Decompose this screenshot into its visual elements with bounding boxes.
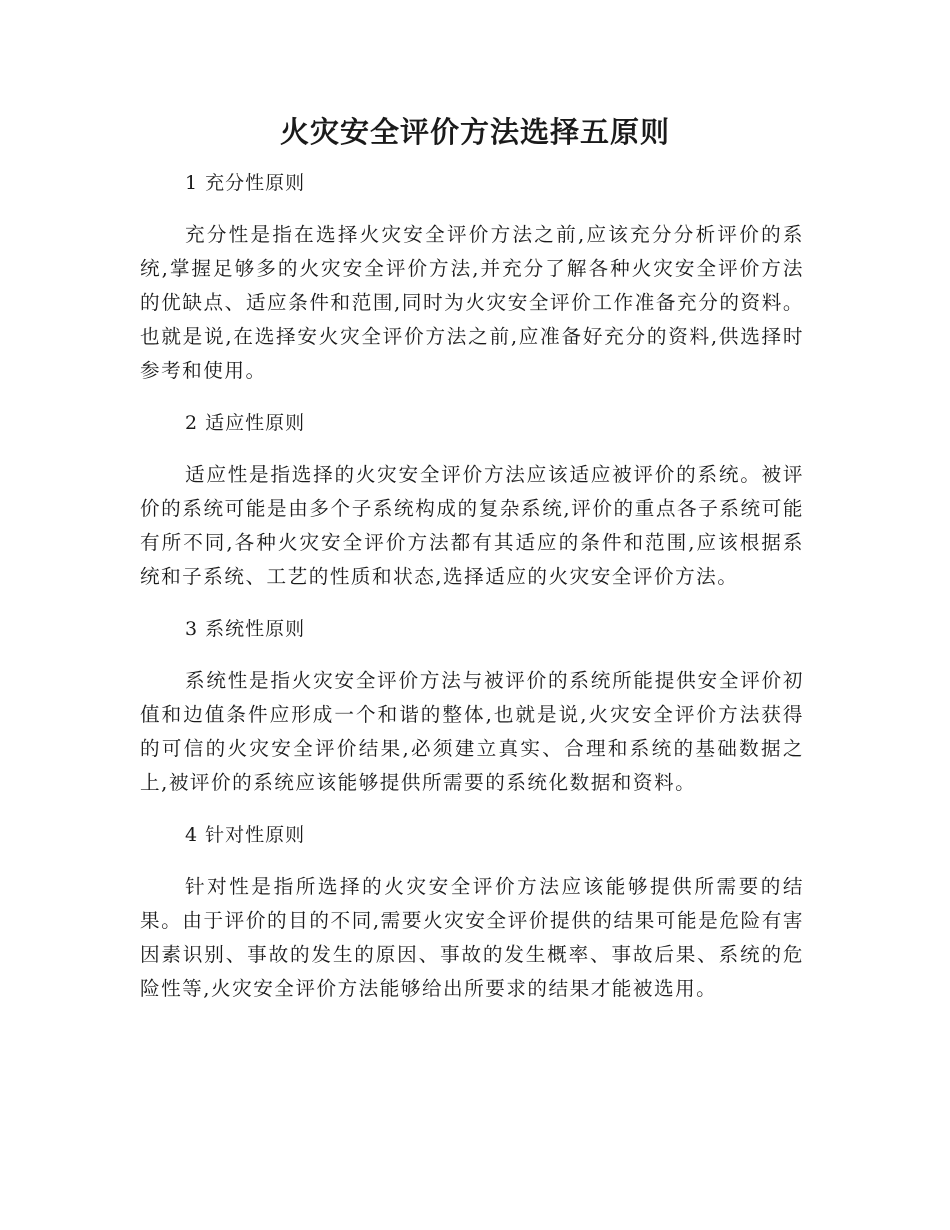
section-systematicness <box>140 612 804 818</box>
section-paragraph: 充分性是指在选择火灾安全评价方法之前,应该充分分析评价的系统,掌握足够多的火灾安全评价方法,并充分了解各种火灾安全评价方法的优缺点、适应条件和范围,同时为火灾安全评价工作准备充分的资料。也就是说,在选择安火灾全评价方法之前,应准备好充分的资料,供选择时参考和使用。 <box>140 223 804 382</box>
section-paragraph: 针对性是指所选择的火灾安全评价方法应该能够提供所需要的结果。由于评价的目的不同,需要火灾安全评价提供的结果可能是危险有害因素识别、事故的发生的原因、事故的发生概率、事故后果、系统的危险性等,火灾安全评价方法能够给出所要求的结果才能被选用。 <box>140 875 804 1000</box>
section-paragraph: 系统性是指火灾安全评价方法与被评价的系统所能提供安全评价初值和边值条件应形成一个和谐的整体,也就是说,火灾安全评价方法获得的可信的火灾安全评价结果,必须建立真实、合理和系统的基础数据之上,被评价的系统应该能够提供所需要的系统化数据和资料。 <box>140 669 804 794</box>
document-content <box>140 166 804 1006</box>
section-pertinence <box>140 818 804 1006</box>
section-heading: 2 适应性原则 <box>185 412 306 434</box>
section-adaptability <box>140 406 804 612</box>
section-sufficiency <box>140 166 804 406</box>
section-paragraph: 适应性是指选择的火灾安全评价方法应该适应被评价的系统。被评价的系统可能是由多个子系统构成的复杂系统,评价的重点各子系统可能有所不同,各种火灾安全评价方法都有其适应的条件和范围,应该根据系统和子系统、工艺的性质和状态,选择适应的火灾安全评价方法。 <box>140 463 804 588</box>
section-heading: 3 系统性原则 <box>185 618 306 640</box>
section-heading: 1 充分性原则 <box>185 172 306 194</box>
page-title: 火灾安全评价方法选择五原则 <box>279 115 670 149</box>
section-heading: 4 针对性原则 <box>185 824 306 846</box>
